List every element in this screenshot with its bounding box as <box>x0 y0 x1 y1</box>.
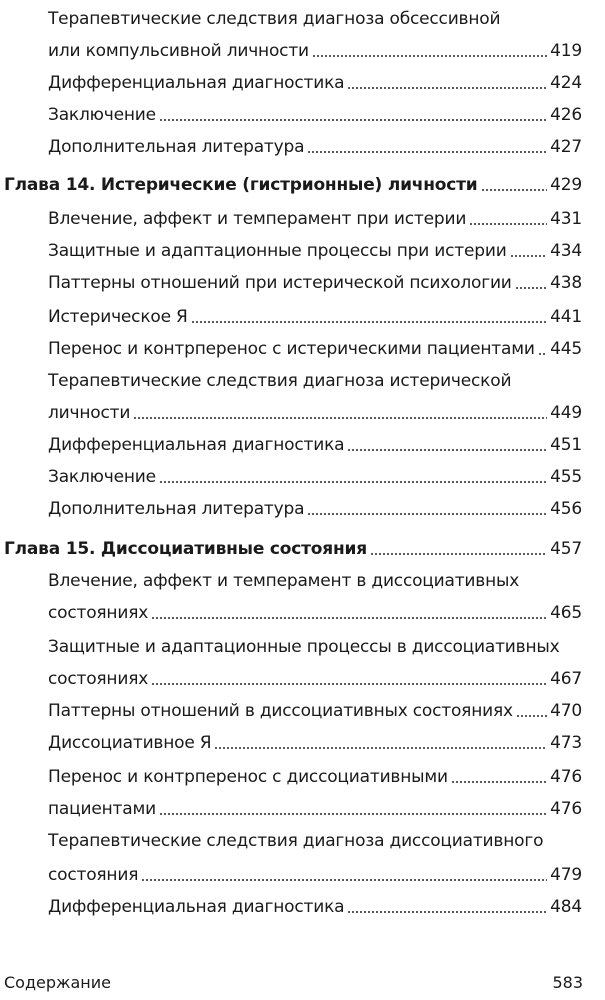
toc-entry <box>48 490 582 520</box>
toc-entry-page: 451 <box>550 435 582 455</box>
toc-entry-page: 427 <box>550 137 582 157</box>
dot-leader <box>141 879 547 881</box>
toc-entry <box>48 562 582 592</box>
toc-entry-title: Перенос и контрперенос с истерическими пациентами <box>48 339 535 359</box>
dot-leader <box>191 321 547 323</box>
toc-entry <box>48 32 582 62</box>
toc-entry-page: 476 <box>550 799 582 819</box>
toc-entry <box>48 790 582 820</box>
toc-entry <box>48 330 582 360</box>
toc-entry <box>48 128 582 158</box>
toc-entry-page: 441 <box>550 307 582 327</box>
dot-leader <box>516 715 547 717</box>
toc-entry-title: состояния <box>48 865 139 885</box>
toc-entry-title: состояниях <box>48 603 149 623</box>
toc-entry-title: Паттерны отношений в диссоциативных состояниях <box>48 701 513 721</box>
toc-entry <box>48 394 582 424</box>
dot-leader <box>159 481 547 483</box>
toc-entry <box>48 822 582 852</box>
toc-chapter-heading <box>4 166 582 196</box>
toc-entry-title: Паттерны отношений при истерической психологии <box>48 273 512 293</box>
page-number: 583 <box>552 973 583 992</box>
toc-entry-title: Истерическое Я <box>48 307 188 327</box>
toc-entry-page: 449 <box>550 403 582 423</box>
toc-entry-page: 473 <box>550 733 582 753</box>
dot-leader <box>347 911 547 913</box>
toc-entry-title: Заключение <box>48 467 156 487</box>
toc-entry-page: 426 <box>550 105 582 125</box>
dot-leader <box>538 353 547 355</box>
toc-entry-title: Защитные и адаптационные процессы в диссоциативных <box>48 637 560 657</box>
toc-entry-page: 424 <box>550 73 582 93</box>
toc-entry-page: 467 <box>550 669 582 689</box>
toc-entry-page: 455 <box>550 467 582 487</box>
toc-chapter-heading <box>4 530 582 560</box>
dot-leader <box>159 119 547 121</box>
toc-entry-title: Дифференциальная диагностика <box>48 897 345 917</box>
toc-entry-title: Заключение <box>48 105 156 125</box>
toc-entry <box>48 232 582 262</box>
toc-entry-page: 484 <box>550 897 582 917</box>
toc-entry-page: 438 <box>550 273 582 293</box>
dot-leader <box>347 449 547 451</box>
toc-entry <box>48 64 582 94</box>
toc-entry <box>48 264 582 294</box>
dot-leader <box>347 87 547 89</box>
dot-leader <box>469 223 547 225</box>
toc-entry <box>48 724 582 754</box>
dot-leader <box>151 617 547 619</box>
toc-entry-page: 470 <box>550 701 582 721</box>
toc-entry-title: Влечение, аффект и темперамент в диссоциативных <box>48 571 520 591</box>
toc-entry <box>48 362 582 392</box>
toc-entry-title: Влечение, аффект и темперамент при истерии <box>48 209 467 229</box>
toc-entry-page: 431 <box>550 209 582 229</box>
toc-entry <box>48 0 582 30</box>
toc-entry <box>48 628 582 658</box>
dot-leader <box>370 553 547 555</box>
toc-entry-title: Глава 15. Диссоциативные состояния <box>4 539 367 559</box>
toc-entry-title: или компульсивной личности <box>48 41 309 61</box>
toc-entry-title: Дифференциальная диагностика <box>48 435 345 455</box>
dot-leader <box>510 255 548 257</box>
toc-entry-title: Диссоциативное Я <box>48 733 212 753</box>
dot-leader <box>133 417 547 419</box>
toc-entry <box>48 758 582 788</box>
toc-entry-page: 476 <box>550 767 582 787</box>
toc-entry-title: пациентами <box>48 799 156 819</box>
dot-leader <box>214 747 547 749</box>
dot-leader <box>159 813 547 815</box>
toc-entry-page: 479 <box>550 865 582 885</box>
running-footer-section: Содержание <box>4 973 111 992</box>
toc-entry <box>48 888 582 918</box>
toc-entry-page: 445 <box>550 339 582 359</box>
toc-entry <box>48 96 582 126</box>
toc-entry-title: Перенос и контрперенос с диссоциативными <box>48 767 448 787</box>
dot-leader <box>312 55 547 57</box>
toc-entry <box>48 594 582 624</box>
toc-entry-page: 465 <box>550 603 582 623</box>
toc-entry <box>48 692 582 722</box>
toc-entry <box>48 458 582 488</box>
toc-entry-title: Терапевтические следствия диагноза диссоциативного <box>48 831 544 851</box>
toc-entry-title: Терапевтические следствия диагноза обсессивной <box>48 9 501 29</box>
toc-entry-page: 429 <box>550 175 582 195</box>
toc-entry <box>48 298 582 328</box>
toc-entry-title: состояниях <box>48 669 149 689</box>
toc-entry-title: Защитные и адаптационные процессы при истерии <box>48 241 507 261</box>
toc-entry-page: 456 <box>550 499 582 519</box>
toc-entry <box>48 426 582 456</box>
toc-entry-title: Дополнительная литература <box>48 499 305 519</box>
toc-entry-title: Глава 14. Истерические (гистрионные) личности <box>4 175 478 195</box>
toc-entry <box>48 200 582 230</box>
toc-entry-page: 434 <box>550 241 582 261</box>
toc-entry-page: 419 <box>550 41 582 61</box>
dot-leader <box>307 151 547 153</box>
dot-leader <box>451 781 547 783</box>
dot-leader <box>307 513 547 515</box>
toc-entry <box>48 856 582 886</box>
toc-entry-title: Дополнительная литература <box>48 137 305 157</box>
toc-entry-title: Дифференциальная диагностика <box>48 73 345 93</box>
dot-leader <box>151 683 547 685</box>
dot-leader <box>515 287 548 289</box>
dot-leader <box>481 189 548 191</box>
toc-entry-title: Терапевтические следствия диагноза истерической <box>48 371 512 391</box>
toc-entry <box>48 660 582 690</box>
toc-entry-title: личности <box>48 403 131 423</box>
toc-entry-page: 457 <box>550 539 582 559</box>
